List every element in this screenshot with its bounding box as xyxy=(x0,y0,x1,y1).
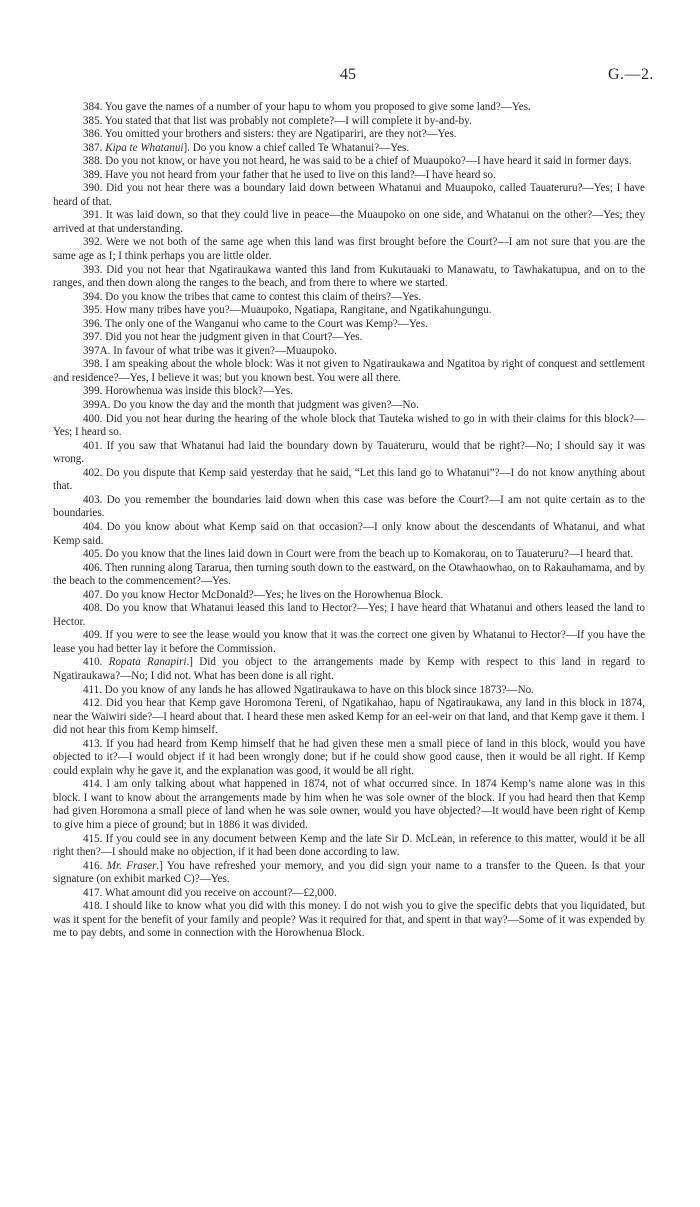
testimony-paragraph: 415. If you could see in any document between Kemp and the late Sir D. McLean, in reference to this matter, would it be all right then?—I should make no objection, if it had been done according to law. xyxy=(53,832,645,859)
testimony-paragraph: 401. If you saw that Whatanui had laid the boundary down by Tauateruru, would that be right?—No; I should say it was wrong. xyxy=(53,439,645,466)
testimony-paragraph: 397A. In favour of what tribe was it given?—Muaupoko. xyxy=(83,344,337,357)
testimony-paragraph: 384. You gave the names of a number of your hapu to whom you proposed to give some land?—Yes. xyxy=(83,101,531,113)
testimony-paragraph: 396. The only one of the Wanganui who came to the Court was Kemp?—Yes. xyxy=(83,317,428,330)
testimony-paragraph: 408. Do you know that Whatanui leased this land to Hector?—Yes; I have heard that Whatanui and others leased the land to Hector. xyxy=(53,602,645,628)
speaker-name: Mr. Fraser xyxy=(106,859,157,872)
testimony-paragraph: 406. Then running along Tararua, then turning south down to the eastward, on the Otawhaowhao, on to Rakauhamama, and by the beach to the commencement?—Yes. xyxy=(53,561,645,588)
page-header xyxy=(0,66,700,90)
question-text: ]. Do you know a chief called Te Whatanui?—Yes. xyxy=(183,141,410,154)
document-reference: G.—2. xyxy=(607,66,654,83)
testimony-paragraph: 393. Did you not hear that Ngatiraukawa wanted this land from Kukutauaki to Manawatu, to Tawhakatupua, and on to the ranges, and then down along the ranges to the beach, and from there to where we started. xyxy=(53,263,645,290)
testimony-paragraph xyxy=(53,142,645,156)
testimony-paragraph: 412. Did you hear that Kemp gave Horomona Tereni, of Ngatikahao, hapu of Ngatiraukawa, any land in this block in 1874, near the Waiwiri side?—I heard about that. I heard these men asked Kemp for an eel-weir on that land, and that Kemp gave it them. I did not hear this from Kemp himself. xyxy=(53,697,645,737)
testimony-paragraph: 400. Did you not hear during the hearing of the whole block that Tauteka wished to go in with their claims for this block?—Yes; I heard so. xyxy=(53,412,645,439)
testimony-paragraph: 403. Do you remember the boundaries laid down when this case was before the Court?—I am not quite certain as to the boundaries. xyxy=(53,493,645,520)
testimony-body xyxy=(53,101,645,941)
testimony-paragraph: 409. If you were to see the lease would you know that it was the correct one given by Whatanui to Hector?—If you have the lease you had better lay it before the Commission. xyxy=(53,629,645,655)
testimony-paragraph: 405. Do you know that the lines laid down in Court were from the beach up to Komakorau, on to Tauateruru?—I heard that. xyxy=(83,548,634,561)
speaker-name: Ropata Ranapiri xyxy=(108,656,187,669)
testimony-paragraph: 398. I am speaking about the whole block: Was it not given to Ngatiraukawa and Ngatitoa by right of conquest and settlement and residence?—Yes, I believe it was; but you known best. You were all there. xyxy=(53,358,645,384)
testimony-paragraph: 395. How many tribes have you?—Muaupoko, Ngatiapa, Rangitane, and Ngatikahungungu. xyxy=(83,304,492,317)
testimony-paragraph: 391. It was laid down, so that they could live in peace—the Muaupoko on one side, and Whatanui on the other?—Yes; they arrived at that understanding. xyxy=(53,209,645,235)
testimony-paragraph: 402. Do you dispute that Kemp said yesterday that he said, “Let this land go to Whatanui”?—I do not know anything about that. xyxy=(53,466,645,493)
testimony-paragraph: 407. Do you know Hector McDonald?—Yes; he lives on the Horowhenua Block. xyxy=(83,588,444,601)
testimony-paragraph: 399. Horowhenua was inside this block?—Yes. xyxy=(83,385,293,398)
question-number: 416. xyxy=(83,859,107,872)
question-text: .] You have refreshed your memory, and you did sign your name to a transfer to the Queen. Is that your signature (on exhibit marked C)?—Yes. xyxy=(53,859,646,886)
question-number: 410. xyxy=(83,656,109,669)
testimony-paragraph: 388. Do you not know, or have you not heard, he was said to be a chief of Muaupoko?—I have heard it said in former days. xyxy=(83,155,632,168)
testimony-paragraph: 413. If you had heard from Kemp himself that he had given these men a small piece of land in this block, would you have objected to it?—I would object if it had been wrongly done; but if he could show good cause, then it would be all right. If Kemp could explain why he gave it, and the explanation was good, it would be all right. xyxy=(53,737,645,777)
testimony-paragraph: 389. Have you not heard from your father that he used to live on this land?—I have heard so. xyxy=(83,168,496,181)
page-number: 45 xyxy=(340,66,356,83)
testimony-paragraph: 414. I am only talking about what happened in 1874, not of what occurred since. In 1874 Kemp’s name alone was in this block. I want to know about the arrangements made by him when he was sole owner of the block. If you had heard then that Kemp had given Horomona a small piece of land when he was sole owner, would you have objected?—It would have been right of Kemp to give him a piece of ground; but in 1886 it was divided. xyxy=(53,778,645,831)
question-text: .] Did you object to the arrangements made by Kemp with respect to this land in regard to Ngatiraukawa?—No; I did not. What has been done is all right. xyxy=(53,656,646,682)
question-number: 387. xyxy=(83,141,106,154)
testimony-paragraph: 397. Did you not hear the judgment given in that Court?—Yes. xyxy=(83,331,363,344)
testimony-paragraph: 417. What amount did you receive on account?—£2,000. xyxy=(83,886,337,899)
testimony-paragraph: 386. You omitted your brothers and sisters: they are Ngatipariri, are they not?—Yes. xyxy=(83,128,457,141)
testimony-paragraph: 385. You stated that that list was probably not complete?—I will complete it by-and-by. xyxy=(83,114,472,127)
testimony-paragraph xyxy=(53,656,645,683)
testimony-paragraph: 392. Were we not both of the same age when this land was first brought before the Court?—I am not sure that you are the same age as I; I think perhaps you are little older. xyxy=(53,236,645,263)
testimony-paragraph: 394. Do you know the tribes that came to contest this claim of theirs?—Yes. xyxy=(83,290,422,303)
testimony-paragraph: 404. Do you know about what Kemp said on that occasion?—I only know about the descendants of Whatanui, and what Kemp said. xyxy=(53,520,645,547)
testimony-paragraph: 390. Did you not hear there was a boundary laid down between Whatanui and Muaupoko, called Tauateruru?—Yes; I have heard of that. xyxy=(53,182,645,208)
testimony-paragraph: 418. I should like to know what you did with this money. I do not wish you to give the specific debts that you liquidated, but was it spent for the benefit of your family and people? Was it required for that, and spent in that way?—Some of it was expended by me to pay debts, and some in connection with the Horowhenua Block. xyxy=(53,900,645,940)
testimony-paragraph: 399A. Do you know the day and the month that judgment was given?—No. xyxy=(83,399,419,412)
testimony-paragraph xyxy=(53,860,645,887)
speaker-name: Kipa te Whatanui xyxy=(105,141,184,154)
testimony-paragraph: 411. Do you know of any lands he has allowed Ngatiraukawa to have on this block since 1873?—No. xyxy=(83,683,534,696)
